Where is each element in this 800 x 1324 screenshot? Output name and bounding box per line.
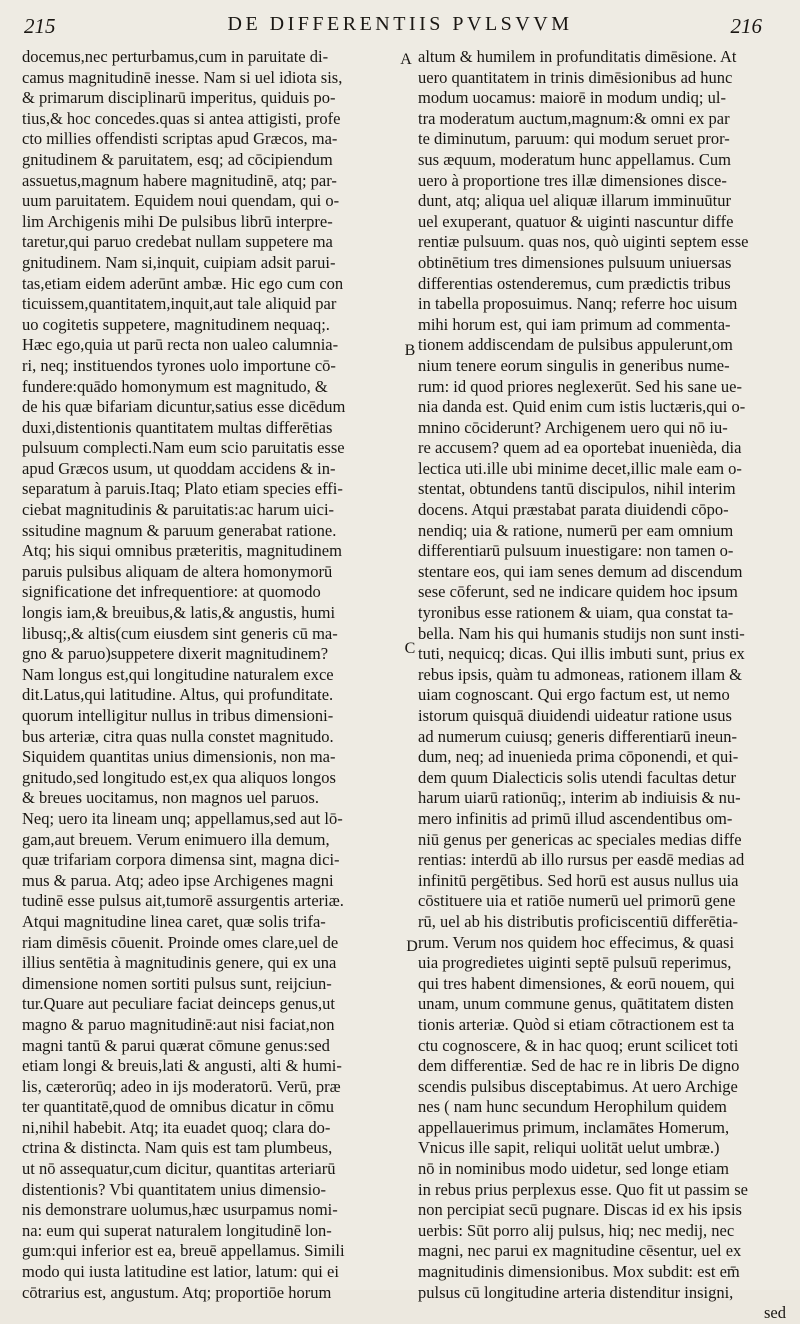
text-line: harum uiarū rationūq;, interim ab indiuisis & nu-: [418, 788, 741, 808]
text-line: mnino cōciderunt? Archigenem uero qui nō iu-: [418, 417, 728, 437]
text-line: istorum quisquā diuidendi uideatur ratione usus: [418, 706, 732, 725]
text-line: rentias: interdū ab illo rursus per easdē medias ad: [418, 850, 745, 870]
text-line: tas,etiam eidem aderūnt ambæ. Hic ego cum con: [22, 273, 344, 293]
text-line: longis iam,& breuibus,& latis,& angustis, humi: [22, 603, 336, 623]
text-line: tionem addiscendam de pulsibus appulerunt,om: [418, 335, 733, 355]
text-line: Neq; uero ita lineam unq; appellamus,sed aut lō-: [22, 808, 343, 828]
margin-letter-d: D: [406, 938, 418, 955]
text-line: dit.Latus,qui latitudine. Altus, qui profunditate.: [22, 685, 334, 705]
text-line: ni,nihil habebit. Atq; ita euadet quoq; clara do-: [22, 1117, 331, 1137]
text-line: na: eum qui superat naturalem longitudinē lon-: [22, 1220, 332, 1240]
text-line: sese cōferunt, sed ne indicare quidem hoc ipsum: [418, 582, 738, 602]
text-line: sus æquum, moderatum hunc appellamus. Cum: [418, 149, 732, 169]
text-line: ssitudine magnum & paruum generabat ratione.: [22, 520, 337, 540]
text-line: obtinētium tres dimensiones pulsuum uniuersas: [418, 252, 732, 272]
text-line: gnitudo,sed longitudo est,ex qua aliquos longos: [22, 767, 336, 787]
text-line: nium tenere eorum singulis in generibus nume-: [418, 355, 730, 375]
text-line: stentare eos, qui iam senes demum ad discendum: [418, 561, 743, 581]
text-line: nō in nominibus modo uidetur, sed longe etiam: [418, 1159, 729, 1179]
right-page-number: 216: [730, 14, 762, 38]
text-line: uero quantitatem in trinis dimēsionibus ad hunc: [418, 67, 733, 87]
text-line: cōtrarius est, angustum. Atq; proportiōe horum: [22, 1282, 332, 1302]
text-line: tius,& hoc concedes.quas si antea attigisti, profe: [22, 108, 341, 128]
text-line: non percipiat secū pugnare. Discas id ex his ipsis: [418, 1200, 742, 1220]
text-line: docemus,nec perturbamus,cum in paruitate di-: [22, 47, 329, 66]
text-line: & breues uocitamus, non magnos uel paruos.: [22, 788, 319, 808]
text-line: qui tres habent dimensiones, & eorū nouem, qui: [418, 973, 735, 993]
text-line: docens. Atqui præstabat parata diuidendi cōpo-: [418, 500, 729, 520]
text-line: infinitū pergētibus. Sed horū est ausus nullus uia: [418, 870, 739, 890]
text-line: pulsuum complecti.Nam eum scio paruitatis esse: [22, 438, 345, 458]
text-line: cōstituere uia et ratiōe numerū uel primorū gene: [418, 891, 736, 911]
text-line: magni tantū & parui quærat cōmune genus:sed: [22, 1035, 330, 1055]
text-line: rum: id quod priores neglexerūt. Sed his sane ue-: [418, 376, 742, 396]
text-line: separatum à paruis.Itaq; Plato etiam species effi-: [22, 479, 343, 499]
text-line: gnitudinem. Nam si,inquit, cuipiam adsit parui-: [22, 252, 336, 272]
text-line: libusq;,& altis(cum eiusdem sint generis cū ma-: [22, 623, 338, 643]
text-line: paruis pulsibus aliquam de altera homonymorū: [22, 561, 333, 581]
text-line: modo qui iusta latitudine est latior, latum: qui ei: [22, 1262, 339, 1282]
text-line: te diminutum, paruum: qui modum seruet pror-: [418, 129, 730, 149]
text-line: distentionis? Vbi quantitatem unius dimensio-: [22, 1179, 327, 1199]
text-line: Vnicus ille sapit, reliqui uolitāt uelut umbræ.): [418, 1138, 720, 1158]
margin-letter-c: C: [404, 640, 416, 657]
text-line: Atq; his siqui omnibus præteritis, magnitudinem: [22, 541, 342, 561]
text-line: niū genus per genericas ac speciales medias diffe: [418, 829, 742, 849]
text-line: dem quum Dialecticis solis utendi facultas detur: [418, 767, 737, 787]
text-line: significatione det infrequentiore: at quomodo: [22, 582, 321, 602]
text-line: nis demonstrare uolumus,hæc usurpamus nomi-: [22, 1200, 338, 1220]
text-line: gam,aut breuem. Verum enimuero illa demum,: [22, 829, 330, 849]
text-line: tra moderatum auctum,magnum:& omni ex par: [418, 108, 730, 128]
text-line: gum:qui inferior est ea, breuē appellamus. Simili: [22, 1241, 345, 1261]
text-line: ctrina & distincta. Nam quis est tam plumbeus,: [22, 1138, 333, 1158]
text-line: gno & paruo)suppetere dixerit magnitudinem?: [22, 644, 329, 664]
text-line: bus arteriæ, citra quas nulla constet magnitudo.: [22, 726, 334, 746]
text-line: tudinē esse pulsus ait,tumorē assurgentis arteriæ.: [22, 891, 344, 911]
text-line: duxi,distentionis quantitatem multas differētias: [22, 417, 333, 437]
text-line: pulsus cū longitudine arteria distenditur insigni,: [418, 1282, 734, 1302]
left-page-number: 215: [24, 14, 56, 38]
text-line: altum & humilem in profunditatis dimēsione. At: [418, 47, 737, 66]
text-line: cto millies offendisti scriptas apud Græcos, ma-: [22, 129, 338, 149]
left-text-column: [22, 47, 402, 1303]
text-line: appellauerimus primum, inclamātes Homerum,: [418, 1117, 730, 1137]
text-line: magni, nec parui ex magnitudine cēsentur, uel ex: [418, 1241, 742, 1261]
text-line: differentias ostenderemus, cum prædictis tribus: [418, 273, 731, 293]
text-line: ciebat magnitudinis & paruitatis:ac harum uici-: [22, 500, 335, 520]
text-line: Nam longus est,qui longitudine naturalem exce: [22, 664, 334, 684]
text-line: rebus ipsis, quàm tu admoneas, rationem illam &: [418, 664, 742, 684]
text-line: ad numerum cuiusq; generis differentiarū ineun-: [418, 726, 738, 746]
running-title: DE DIFFERENTIIS PVLSVVM: [227, 13, 573, 35]
text-line: fundere:quādo homonymum est magnitudo, &: [22, 376, 328, 396]
text-line: lis, cæterorūq; adeo in ijs moderatorū. Verū, præ: [22, 1076, 341, 1096]
text-line: tur.Quare aut peculiare faciat deinceps genus,ut: [22, 994, 335, 1014]
text-line: camus magnitudinē inesse. Nam si uel idiota sis,: [22, 67, 343, 87]
text-line: gnitudinem & paruitatem, esq; ad cōcipiendum: [22, 149, 333, 169]
text-line: tyronibus esse rationem & uiam, qua constat ta-: [418, 603, 734, 623]
text-line: lectica uti.ille ubi minime decet,illic male eam o-: [418, 458, 742, 478]
text-line: magnitudinis dimensionibus. Mox subdit: est em̄: [418, 1262, 740, 1282]
text-line: mero infinitis ad primū illud ascendentibus om-: [418, 808, 733, 828]
text-line: ri, neq; instituendos tyrones uolo importune cō-: [22, 355, 336, 375]
text-line: differentiarū pulsuum inuestigare: non tamen o-: [418, 541, 734, 561]
text-line: apud Græcos usum, ut quoddam accidens & in-: [22, 458, 336, 478]
text-line: ticuissem,quantitatem,inquit,aut tale aliquid par: [22, 294, 337, 314]
text-line: dum, neq; ad inuenieda prima cōponendi, et qui-: [418, 747, 739, 767]
text-line: dunt, atq; aliqua uel aliquæ illarum imminuūtur: [418, 191, 731, 211]
text-line: Atqui magnitudine linea caret, quæ solis trifa-: [22, 911, 326, 931]
text-line: dem differentiæ. Sed de hac re in libris De digno: [418, 1056, 740, 1076]
text-line: nes ( nam hunc secundum Herophilum quidem: [418, 1097, 727, 1117]
text-line: uerbis: Sūt porro alij pulsus, hiq; nec medij, nec: [418, 1220, 735, 1240]
text-line: Siquidem quantitas unius dimensionis, non ma-: [22, 747, 336, 767]
text-line: dimensione nomen sortiti pulsus sunt, reijciun-: [22, 973, 332, 993]
text-line: ctu cognoscere, & in hac quoq; erunt scilicet toti: [418, 1035, 739, 1055]
text-line: uo cogitetis suppetere, magnitudinem nequaq;.: [22, 314, 330, 334]
text-line: uia progredietes uiginti septē pulsuū reperimus,: [418, 953, 732, 973]
text-line: de his quæ bifariam dicuntur,satius esse dicēdum: [22, 397, 346, 417]
text-line: lim Archigenis mihi De pulsibus librū interpre-: [22, 211, 333, 231]
text-line: mus & parua. Atq; adeo ipse Archigenes magni: [22, 870, 334, 890]
text-line: re accusem? quem ad ea oportebat inuenièda, dia: [418, 438, 742, 458]
text-line: quæ trifariam corpora dimensa sint, magna dici-: [22, 850, 340, 870]
text-line: quorum intelligitur nullus in tribus dimensioni-: [22, 706, 334, 725]
text-line: Hæc ego,quia ut parū recta non ualeo calumnia-: [22, 335, 339, 355]
text-line: taretur,qui paruo credebat nullam suppetere ma: [22, 232, 333, 252]
text-line: magno & paruo magnitudinē:aut nisi faciat,non: [22, 1014, 335, 1034]
text-line: & primarum disciplinarū imperitus, quiduis po-: [22, 88, 336, 108]
margin-letter-b: B: [404, 342, 416, 359]
margin-letter-a: A: [400, 51, 412, 68]
text-line: uiam cognoscant. Qui ergo factum est, ut nemo: [418, 685, 730, 705]
text-line: uero à proportione tres illæ dimensiones disce-: [418, 170, 727, 190]
text-line: ter quantitatē,quod de omnibus dicatur in cōmu: [22, 1097, 335, 1117]
text-line: uel exuperant, quatuor & uiginti nascuntur diffe: [418, 211, 734, 231]
text-line: ut nō assequatur,cum dicitur, quantitas arteriarū: [22, 1159, 336, 1179]
text-line: in tabella proposuimus. Nanq; referre hoc uisum: [418, 294, 738, 314]
text-line: mihi horum est, qui iam primum ad commenta-: [418, 314, 731, 334]
text-line: stentat, obtundens tantū discipulos, nihil interim: [418, 479, 736, 499]
text-line: modum uocamus: maiorē in modum undiq; ul-: [418, 88, 726, 108]
text-line: nendiq; uia & ratione, numerū per eam omnium: [418, 520, 734, 540]
text-line: bella. Nam his qui humanis studijs non sunt insti-: [418, 623, 745, 643]
text-line: etiam longi & breuis,lati & angusti, alti & humi-: [22, 1056, 342, 1076]
text-line: in rebus prius perplexus esse. Quo fit ut passim se: [418, 1179, 748, 1199]
text-line: assuetus,magnum habere magnitudinē, atq; par-: [22, 170, 337, 190]
text-line: illius sentētia à magnitudinis genere, qui ex una: [22, 953, 337, 973]
text-line: rentiæ pulsuum. quas nos, quò uiginti septem esse: [418, 232, 749, 252]
running-header: [0, 10, 800, 42]
text-line: tuti, nequicq; dicas. Qui illis imbuti sunt, prius ex: [418, 644, 745, 664]
text-line: nia danda est. Quid enim cum istis luctæris,qui o-: [418, 397, 746, 417]
text-line: sed: [764, 1303, 786, 1323]
text-line: tionis arteriæ. Quòd si etiam cōtractionem est ta: [418, 1014, 735, 1034]
text-line: uum paruitatem. Equidem noui quendam, qui o-: [22, 191, 340, 211]
text-line: unam, unum commune genus, quātitatem disten: [418, 994, 734, 1014]
text-line: riam dimēsis cōuenit. Proinde omes clare,uel de: [22, 932, 339, 952]
text-line: scendis pulsibus disceptabimus. At uero Archige: [418, 1076, 738, 1096]
text-line: rum. Verum nos quidem hoc effecimus, & quasi: [418, 932, 735, 952]
text-line: rū, uel ab his distributis proficiscentiū differētia-: [418, 911, 738, 931]
right-text-column: [418, 47, 786, 1324]
